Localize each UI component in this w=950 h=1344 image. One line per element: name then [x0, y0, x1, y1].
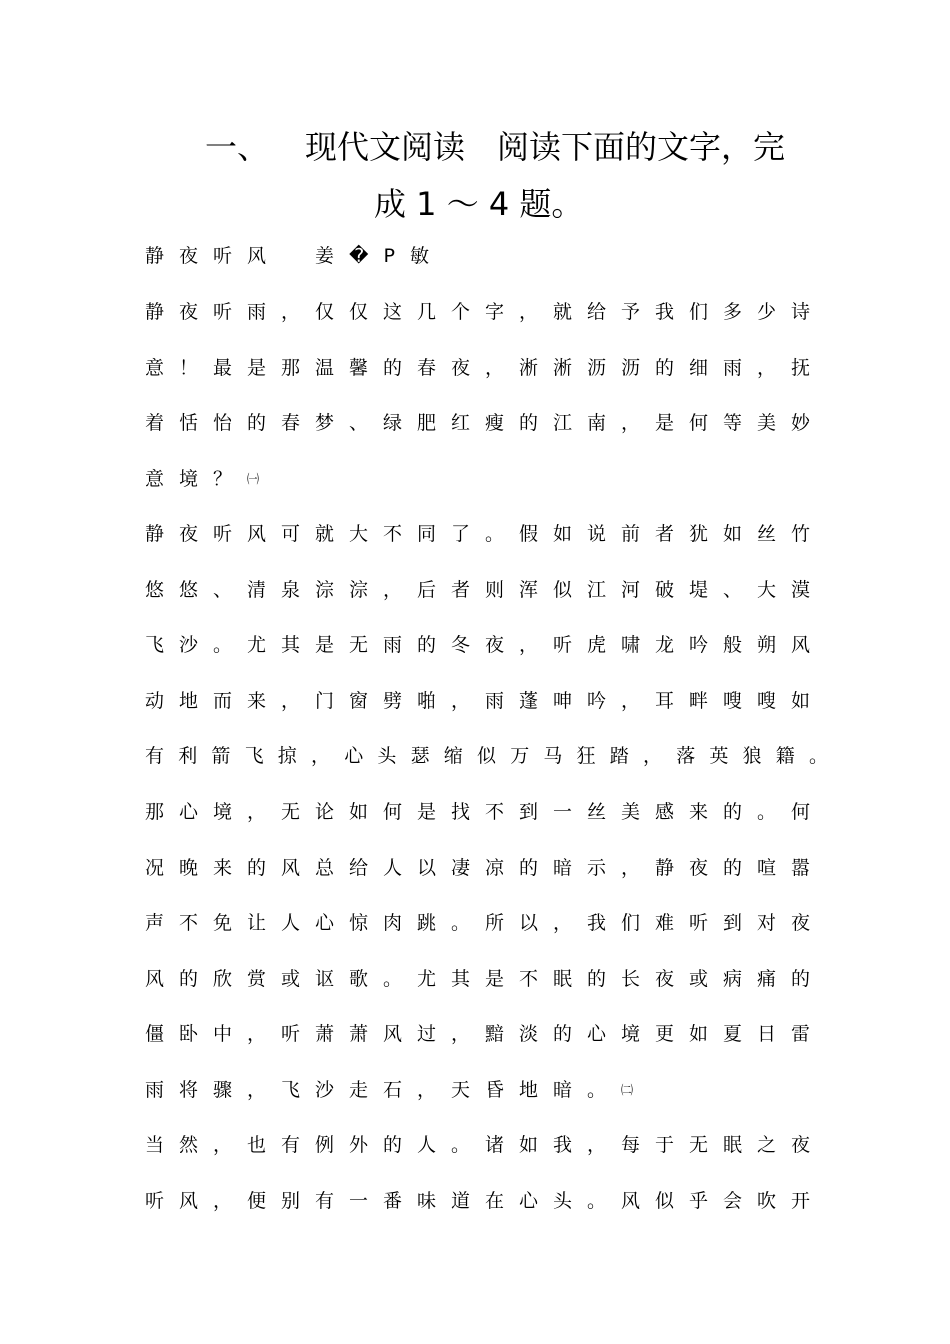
paragraph-marker-1: ㈠ [247, 472, 260, 486]
article-title-line: 静夜听风 姜�P敏 [145, 245, 444, 267]
text-line-content: 雨将骤，飞沙走石，天昏地暗。 [145, 1079, 622, 1101]
text-line: 况晚来的风总给人以凄凉的暗示，静夜的喧嚣 [145, 857, 826, 879]
text-line: 听风，便别有一番味道在心头。风似乎会吹开 [145, 1190, 826, 1212]
text-line: 声不免让人心惊肉跳。所以，我们难听到对夜 [145, 912, 826, 934]
text-line: 静夜听雨，仅仅这几个字，就给予我们多少诗 [145, 301, 826, 323]
text-line: 有利箭飞掠，心头瑟缩似万马狂踏，落英狼籍。 [145, 745, 843, 767]
section-heading-text: 现代文阅读 阅读下面的文字，完 [305, 128, 786, 166]
text-line: 着恬怡的春梦、绿肥红瘦的江南，是何等美妙 [145, 412, 826, 434]
text-line: 意！最是那温馨的春夜，淅淅沥沥的细雨，抚 [145, 357, 826, 379]
text-line [145, 1077, 633, 1103]
section-heading-line-1 [205, 127, 785, 167]
text-line: 飞沙。尤其是无雨的冬夜，听虎啸龙吟般朔风 [145, 634, 826, 656]
section-heading-line-2: 成 1 ～ 4 题。 [374, 185, 584, 223]
paragraph-marker-2: ㈡ [621, 1083, 634, 1097]
text-line: 动地而来，门窗劈啪，雨蓬呻吟，耳畔嗖嗖如 [145, 690, 826, 712]
text-line: 僵卧中，听萧萧风过，黯淡的心境更如夏日雷 [145, 1023, 826, 1045]
section-number: 一、 [205, 128, 270, 166]
text-line: 悠悠、清泉淙淙，后者则浑似江河破堤、大漠 [145, 579, 826, 601]
text-line: 静夜听风可就大不同了。假如说前者犹如丝竹 [145, 523, 826, 545]
text-line [145, 466, 259, 492]
text-line: 那心境，无论如何是找不到一丝美感来的。何 [145, 801, 826, 823]
text-line: 风的欣赏或讴歌。尤其是不眠的长夜或病痛的 [145, 968, 826, 990]
text-line: 当然，也有例外的人。诸如我，每于无眠之夜 [145, 1134, 826, 1156]
text-line-content: 意境？ [145, 468, 248, 490]
